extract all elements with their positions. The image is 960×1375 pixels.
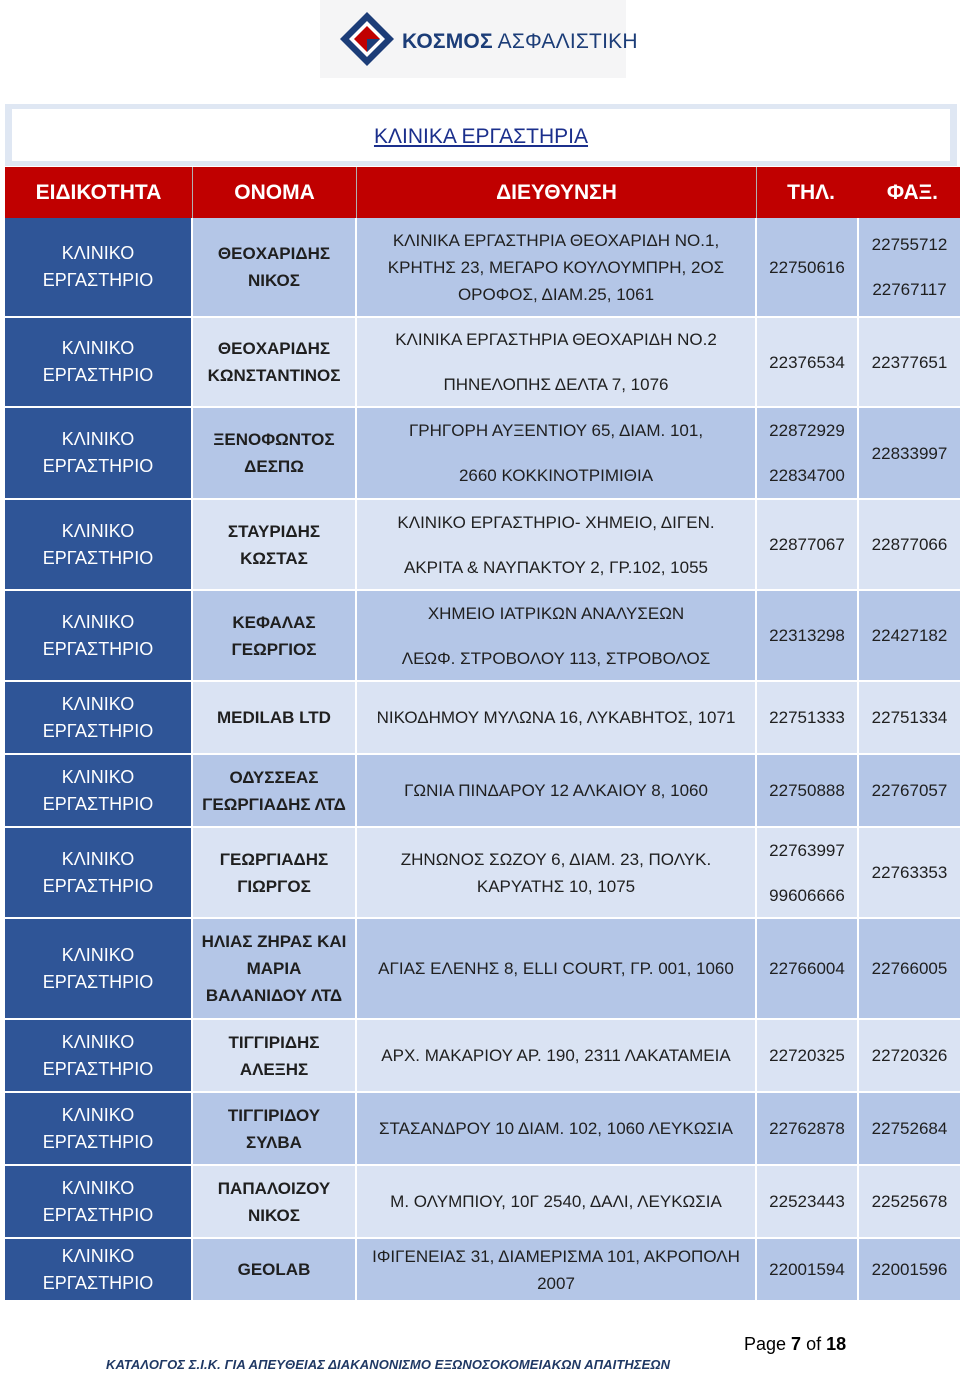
table-row <box>5 755 960 828</box>
lab-type-cell <box>5 1166 193 1239</box>
column-header-specialty: ΕΙΔΙΚΟΤΗΤΑ <box>5 167 193 218</box>
lab-phone-cell <box>757 218 859 318</box>
lab-address-line: ΙΦΙΓΕΝΕΙΑΣ 31, ΔΙΑΜΕΡΙΣΜΑ 101, ΑΚΡΟΠΟΛΗ <box>372 1246 740 1266</box>
lab-type-line: ΚΛΙΝΙΚΟ <box>61 429 135 449</box>
lab-phone-cell <box>757 919 859 1020</box>
lab-fax-line: 22766005 <box>871 959 948 978</box>
lab-name-line: ΑΛΕΞΗΣ <box>239 1059 309 1079</box>
lab-phone-line: 22523443 <box>769 1192 845 1211</box>
lab-type-cell <box>5 218 193 318</box>
lab-address-line: ΧΗΜΕΙΟ ΙΑΤΡΙΚΩΝ ΑΝΑΛΥΣΕΩΝ <box>427 603 685 623</box>
lab-address-line: ΣΤΑΣΑΝΔΡΟΥ 10 ΔΙΑΜ. 102, 1060 ΛΕΥΚΩΣΙΑ <box>378 1119 733 1138</box>
lab-phone-line: 22751333 <box>769 708 845 727</box>
lab-phone-line: 22762878 <box>769 1119 845 1138</box>
lab-type-cell <box>5 500 193 591</box>
lab-address-line: Μ. ΟΛΥΜΠΙΟΥ, 10Γ 2540, ΔΑΛΙ, ΛΕΥΚΩΣΙΑ <box>390 1192 722 1211</box>
lab-type-cell <box>5 919 193 1020</box>
table-row <box>5 318 960 408</box>
lab-name-line: ΝΙΚΟΣ <box>248 271 300 290</box>
lab-name-line: ΔΕΣΠΩ <box>244 457 304 476</box>
lab-phone-cell <box>757 408 859 500</box>
lab-address-line: ΑΚΡΙΤΑ & ΝΑΥΠΑΚΤΟΥ 2, ΓΡ.102, 1055 <box>404 557 708 577</box>
lab-phone-line: 22872929 <box>769 421 845 440</box>
lab-type-line: ΕΡΓΑΣΤΗΡΙΟ <box>42 638 154 659</box>
table-row <box>5 1239 960 1302</box>
column-header-phone: ΤΗΛ. <box>757 167 859 218</box>
lab-name-cell <box>193 1020 357 1093</box>
lab-address-line: ΚΡΗΤΗΣ 23, ΜΕΓΑΡΟ ΚΟΥΛΟΥΜΠΡΗ, 2ΟΣ <box>387 257 725 277</box>
table-row <box>5 591 960 682</box>
lab-type-cell <box>5 1020 193 1093</box>
lab-name-line: ΣΥΛΒΑ <box>246 1132 302 1152</box>
lab-type-line: ΕΡΓΑΣΤΗΡΙΟ <box>42 971 154 992</box>
lab-type-line: ΕΡΓΑΣΤΗΡΙΟ <box>42 793 154 814</box>
lab-name-line: MEDILAB LTD <box>217 708 331 727</box>
lab-address-line: ΚΛΙΝΙΚΑ ΕΡΓΑΣΤΗΡΙΑ ΘΕΟΧΑΡΙΔΗ ΝΟ.1, <box>392 230 720 250</box>
lab-type-cell <box>5 755 193 828</box>
column-header-fax: ΦΑΞ. <box>859 167 960 218</box>
lab-address-cell <box>357 408 757 500</box>
lab-fax-line: 22377651 <box>871 352 948 372</box>
table-header-row <box>5 167 960 218</box>
lab-type-line: ΚΛΙΝΙΚΟ <box>61 611 135 632</box>
lab-fax-cell <box>859 1239 960 1302</box>
lab-phone-line: 22763997 <box>769 840 845 860</box>
lab-address-line: ΑΡΧ. ΜΑΚΑΡΙΟΥ ΑΡ. 190, 2311 ΛΑΚΑΤΑΜΕΙΑ <box>381 1046 731 1065</box>
lab-address-cell <box>357 755 757 828</box>
lab-fax-line: 22751334 <box>871 708 948 727</box>
company-logo <box>320 0 638 78</box>
lab-name-line: ΚΩΣΤΑΣ <box>240 548 308 568</box>
lab-name-cell <box>193 919 357 1020</box>
lab-name-line: ΞΕΝΟΦΩΝΤΟΣ <box>213 430 335 449</box>
lab-phone-cell <box>757 682 859 755</box>
lab-type-line: ΚΛΙΝΙΚΟ <box>61 766 135 787</box>
lab-name-line: ΒΑΛΑΝΙΔΟΥ ΛΤΔ <box>205 986 343 1005</box>
lab-name-line: ΓΙΩΡΓΟΣ <box>237 876 311 896</box>
lab-fax-cell <box>859 755 960 828</box>
lab-fax-line: 22720326 <box>871 1046 948 1065</box>
lab-fax-cell <box>859 1020 960 1093</box>
lab-fax-cell <box>859 500 960 591</box>
table-row <box>5 1020 960 1093</box>
lab-name-line: ΚΕΦΑΛΑΣ <box>232 612 316 632</box>
lab-phone-cell <box>757 1020 859 1093</box>
lab-fax-cell <box>859 591 960 682</box>
column-header-name: ΟΝΟΜΑ <box>193 167 357 218</box>
lab-address-line: ΓΡΗΓΟΡΗ ΑΥΞΕΝΤΙΟΥ 65, ΔΙΑΜ. 101, <box>408 421 704 440</box>
lab-phone-cell <box>757 500 859 591</box>
lab-type-line: ΚΛΙΝΙΚΟ <box>61 1245 135 1266</box>
table-body <box>5 218 960 1302</box>
lab-name-cell <box>193 318 357 408</box>
page-prefix: Page <box>744 1334 792 1354</box>
lab-name-line: ΟΔΥΣΣΕΑΣ <box>229 767 319 787</box>
lab-fax-line: 22833997 <box>871 443 948 463</box>
lab-type-line: ΚΛΙΝΙΚΟ <box>61 1104 135 1125</box>
lab-name-line: ΓΕΩΡΓΙΑΔΗΣ ΛΤΔ <box>202 794 346 814</box>
lab-address-line: ΠΗΝΕΛΟΠΗΣ ΔΕΛΤΑ 7, 1076 <box>443 375 669 394</box>
table-row <box>5 919 960 1020</box>
kosmos-diamond-logo-icon <box>340 12 394 66</box>
lab-fax-cell <box>859 408 960 500</box>
lab-type-line: ΕΡΓΑΣΤΗΡΙΟ <box>42 1204 154 1225</box>
lab-name-cell <box>193 828 357 919</box>
lab-address-line: 2007 <box>537 1273 575 1293</box>
lab-phone-line: 22750888 <box>769 781 845 800</box>
lab-address-cell <box>357 218 757 318</box>
lab-type-line: ΚΛΙΝΙΚΟ <box>61 338 135 358</box>
title-frame <box>5 104 957 166</box>
lab-name-line: ΣΤΑΥΡΙΔΗΣ <box>227 521 321 541</box>
lab-fax-line: 22001596 <box>871 1260 948 1279</box>
lab-name-cell <box>193 500 357 591</box>
lab-fax-line: 22877066 <box>871 535 948 554</box>
lab-address-cell <box>357 318 757 408</box>
lab-address-cell <box>357 591 757 682</box>
table-row <box>5 408 960 500</box>
lab-type-cell <box>5 828 193 919</box>
lab-name-line: ΝΙΚΟΣ <box>248 1205 300 1225</box>
lab-name-cell <box>193 755 357 828</box>
lab-phone-line: 22750616 <box>769 257 845 277</box>
lab-type-line: ΚΛΙΝΙΚΟ <box>61 520 135 541</box>
lab-type-line: ΕΡΓΑΣΤΗΡΙΟ <box>42 456 154 476</box>
lab-address-line: ΚΑΡΥΑΤΗΣ 10, 1075 <box>476 876 636 896</box>
lab-type-cell <box>5 1093 193 1166</box>
lab-type-line: ΚΛΙΝΙΚΟ <box>61 693 135 714</box>
lab-phone-line: 22001594 <box>769 1260 845 1279</box>
lab-name-line: ΘΕΟΧΑΡΙΔΗΣ <box>217 244 331 263</box>
title-box <box>12 109 950 161</box>
lab-name-cell <box>193 1239 357 1302</box>
lab-address-cell <box>357 500 757 591</box>
lab-phone-line: 22313298 <box>769 626 845 645</box>
page-current: 7 <box>791 1334 802 1354</box>
lab-type-line: ΕΡΓΑΣΤΗΡΙΟ <box>42 365 154 385</box>
lab-address-line: ΚΛΙΝΙΚΟ ΕΡΓΑΣΤΗΡΙΟ- ΧΗΜΕΙΟ, ΔΙΓΕΝ. <box>397 512 715 532</box>
lab-address-cell <box>357 1166 757 1239</box>
lab-phone-cell <box>757 318 859 408</box>
page-number <box>744 1334 846 1355</box>
lab-name-line: ΤΙΓΓΙΡΙΔΟΥ <box>227 1105 321 1125</box>
lab-fax-line: 22755712 <box>871 235 948 254</box>
lab-name-cell <box>193 1166 357 1239</box>
lab-type-line: ΕΡΓΑΣΤΗΡΙΟ <box>42 270 154 290</box>
lab-name-line: ΓΕΩΡΓΙΑΔΗΣ <box>219 849 329 869</box>
lab-address-cell <box>357 1093 757 1166</box>
lab-name-cell <box>193 408 357 500</box>
lab-address-cell <box>357 1020 757 1093</box>
footer-caption: ΚΑΤΑΛΟΓΟΣ Σ.Ι.Κ. ΓΙΑ ΑΠΕΥΘΕΙΑΣ ΔΙΑΚΑΝΟΝΙΣΜΟ ΕΞΩΝΟΣΟΚΟΜΕΙΑΚΩΝ ΑΠΑΙΤΗΣΕΩΝ <box>106 1357 671 1372</box>
lab-fax-line: 22427182 <box>871 626 948 645</box>
lab-type-cell <box>5 682 193 755</box>
table-row <box>5 828 960 919</box>
lab-fax-line: 22752684 <box>871 1119 948 1138</box>
lab-fax-cell <box>859 1093 960 1166</box>
lab-name-cell <box>193 1093 357 1166</box>
lab-address-cell <box>357 919 757 1020</box>
labs-table <box>5 167 960 1302</box>
lab-name-cell <box>193 591 357 682</box>
lab-type-line: ΚΛΙΝΙΚΟ <box>61 1177 135 1198</box>
lab-fax-cell <box>859 682 960 755</box>
lab-address-line: ΛΕΩΦ. ΣΤΡΟΒΟΛΟΥ 113, ΣΤΡΟΒΟΛΟΣ <box>401 648 711 668</box>
lab-fax-cell <box>859 919 960 1020</box>
logo-subtitle: ΑΣΦΑΛΙΣΤΙΚΗ <box>497 30 638 53</box>
lab-phone-line: 99606666 <box>769 885 845 905</box>
lab-name-line: ΠΑΠΑΛΟΙΖΟΥ <box>217 1178 331 1198</box>
lab-phone-cell <box>757 591 859 682</box>
lab-phone-cell <box>757 1093 859 1166</box>
page-total: 18 <box>826 1334 847 1354</box>
lab-fax-cell <box>859 318 960 408</box>
lab-phone-line: 22720325 <box>769 1046 845 1065</box>
lab-type-line: ΚΛΙΝΙΚΟ <box>61 243 135 263</box>
lab-name-line: ΗΛΙΑΣ ΖΗΡΑΣ ΚΑΙ <box>201 932 347 951</box>
column-header-address: ΔΙΕΥΘΥΝΣΗ <box>357 167 757 218</box>
lab-fax-cell <box>859 218 960 318</box>
lab-fax-line: 22525678 <box>871 1192 948 1211</box>
lab-name-line: GEOLAB <box>237 1260 311 1279</box>
lab-address-line: ΝΙΚΟΔΗΜΟΥ ΜΥΛΩΝΑ 16, ΛΥΚΑΒΗΤΟΣ, 1071 <box>376 708 736 727</box>
lab-name-cell <box>193 218 357 318</box>
table-row <box>5 500 960 591</box>
lab-type-line: ΚΛΙΝΙΚΟ <box>61 848 135 869</box>
lab-address-cell <box>357 828 757 919</box>
lab-address-line: ΚΛΙΝΙΚΑ ΕΡΓΑΣΤΗΡΙΑ ΘΕΟΧΑΡΙΔΗ ΝΟ.2 <box>395 330 717 349</box>
lab-type-line: ΚΛΙΝΙΚΟ <box>61 1031 135 1052</box>
lab-address-line: 2660 ΚΟΚΚΙΝΟΤΡΙΜΙΘΙΑ <box>458 466 654 485</box>
lab-phone-line: 22766004 <box>769 959 845 978</box>
table-row <box>5 218 960 318</box>
lab-phone-cell <box>757 1166 859 1239</box>
lab-fax-line: 22767057 <box>871 781 948 800</box>
lab-name-line: ΜΑΡΙΑ <box>246 959 302 978</box>
lab-address-cell <box>357 682 757 755</box>
lab-address-line: ΑΓΙΑΣ ΕΛΕΝΗΣ 8, ELLI COURT, ΓΡ. 001, 1060 <box>378 959 734 978</box>
lab-type-line: ΕΡΓΑΣΤΗΡΙΟ <box>42 1131 154 1152</box>
table-row <box>5 1093 960 1166</box>
lab-address-line: ΟΡΟΦΟΣ, ΔΙΑΜ.25, 1061 <box>457 284 655 304</box>
lab-name-cell <box>193 682 357 755</box>
lab-type-line: ΕΡΓΑΣΤΗΡΙΟ <box>42 1272 154 1293</box>
lab-phone-line: 22834700 <box>769 466 845 485</box>
lab-type-cell <box>5 1239 193 1302</box>
lab-type-line: ΚΛΙΝΙΚΟ <box>61 944 135 965</box>
logo-wordmark <box>402 30 638 54</box>
logo-brand: ΚΟΣΜΟΣ <box>402 30 493 53</box>
lab-fax-line: 22767117 <box>872 280 947 299</box>
lab-type-line: ΕΡΓΑΣΤΗΡΙΟ <box>42 720 154 741</box>
lab-name-line: ΤΙΓΓΙΡΙΔΗΣ <box>228 1032 320 1052</box>
lab-phone-cell <box>757 1239 859 1302</box>
lab-type-cell <box>5 408 193 500</box>
lab-fax-cell <box>859 828 960 919</box>
lab-address-line: ΓΩΝΙΑ ΠΙΝΔΑΡΟΥ 12 ΑΛΚΑΙΟΥ 8, 1060 <box>404 781 708 800</box>
lab-phone-cell <box>757 755 859 828</box>
lab-type-line: ΕΡΓΑΣΤΗΡΙΟ <box>42 1058 154 1079</box>
table-row <box>5 682 960 755</box>
lab-phone-line: 22877067 <box>769 535 845 554</box>
page-of: of <box>801 1334 827 1354</box>
lab-name-line: ΓΕΩΡΓΙΟΣ <box>231 639 317 659</box>
lab-name-line: ΘΕΟΧΑΡΙΔΗΣ <box>217 339 331 358</box>
lab-type-line: ΕΡΓΑΣΤΗΡΙΟ <box>42 547 154 568</box>
page-title: ΚΛΙΝΙΚΑ ΕΡΓΑΣΤΗΡΙΑ <box>373 125 589 148</box>
lab-address-cell <box>357 1239 757 1302</box>
lab-fax-line: 22763353 <box>871 863 948 882</box>
lab-type-cell <box>5 318 193 408</box>
lab-phone-cell <box>757 828 859 919</box>
lab-phone-line: 22376534 <box>769 352 845 372</box>
lab-fax-cell <box>859 1166 960 1239</box>
table-row <box>5 1166 960 1239</box>
lab-address-line: ΖΗΝΩΝΟΣ ΣΩΖΟΥ 6, ΔΙΑΜ. 23, ΠΟΛΥΚ. <box>400 849 712 869</box>
lab-type-line: ΕΡΓΑΣΤΗΡΙΟ <box>42 875 154 896</box>
lab-name-line: ΚΩΝΣΤΑΝΤΙΝΟΣ <box>207 366 341 385</box>
lab-type-cell <box>5 591 193 682</box>
